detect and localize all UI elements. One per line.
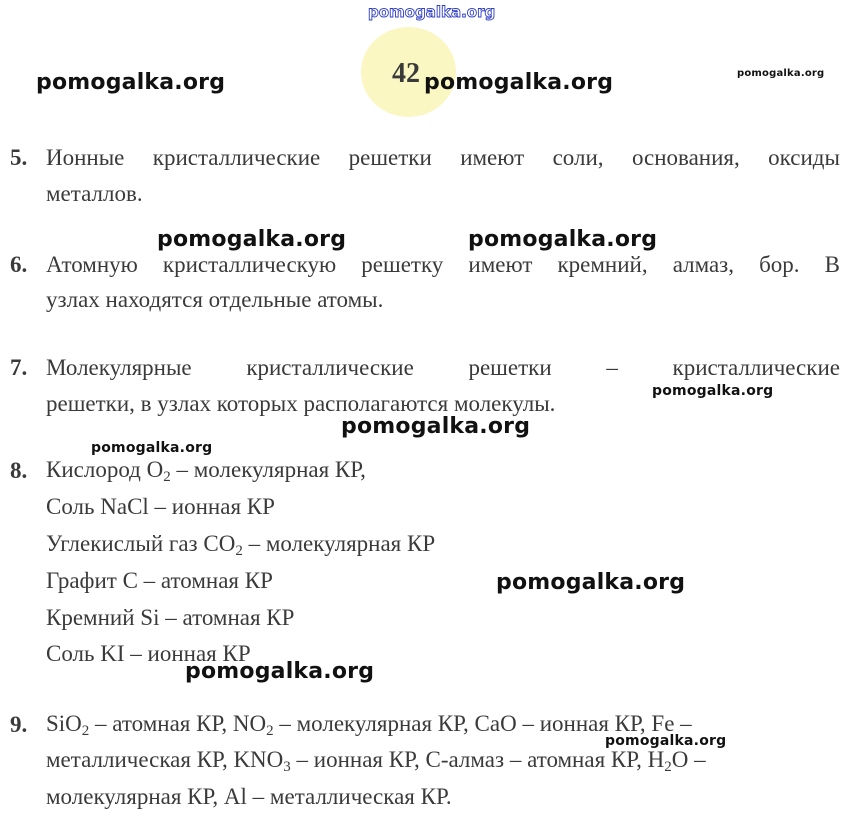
item-8-line-6: Соль KI – ионная КР <box>46 641 251 666</box>
text: – молекулярная КР, CaO – ионная КР, Fe – <box>273 711 692 736</box>
top-watermark: pomogalka.org <box>368 3 496 21</box>
word: алмаз, <box>672 252 735 277</box>
item-number-8: 8. <box>10 458 28 483</box>
item-number-9: 9. <box>10 712 28 737</box>
word: Молекулярные <box>46 355 192 380</box>
item-number-5: 5. <box>10 145 28 170</box>
subscript: 2 <box>235 543 243 559</box>
subscript: 2 <box>266 723 274 739</box>
watermark-mid-left: pomogalka.org <box>157 227 347 252</box>
page-number: 42 <box>392 58 420 89</box>
word: Ионные <box>46 145 125 170</box>
item-6-line-2: узлах находятся отдельные атомы. <box>46 287 384 312</box>
word: В <box>824 252 840 277</box>
item-7-line-2: решетки, в узлах которых располагаются молекулы. <box>46 391 556 416</box>
item-7-line-1 <box>46 350 840 386</box>
item-9-line-3: молекулярная КР, Al – металлическая КР. <box>46 784 452 809</box>
watermark-header-center: pomogalka.org <box>424 70 614 95</box>
word: кристаллическую <box>162 252 337 277</box>
word: кристаллические <box>152 145 321 170</box>
word: имеют <box>460 145 525 170</box>
subscript: 2 <box>81 723 90 739</box>
text: – молекулярная КР <box>242 531 436 556</box>
text: Кислород O <box>46 457 164 482</box>
word: бор. <box>759 252 800 277</box>
watermark-q8-small: pomogalka.org <box>91 440 213 456</box>
word: оксиды <box>768 145 840 170</box>
watermark-q8-right: pomogalka.org <box>496 570 686 595</box>
watermark-q9-small: pomogalka.org <box>605 733 727 749</box>
subscript: 2 <box>664 759 672 775</box>
text: – ионная КР, C-алмаз – атомная КР, H <box>290 747 665 772</box>
word: решетки <box>348 145 432 170</box>
word: решетки <box>468 355 552 380</box>
word: кремний, <box>557 252 648 277</box>
item-number-6: 6. <box>10 252 28 277</box>
subscript: 2 <box>163 469 171 485</box>
item-8-line-2: Соль NaCl – ионная КР <box>46 494 275 519</box>
word: соли, <box>552 145 604 170</box>
item-5-line-1 <box>46 140 840 176</box>
watermark-q7-big: pomogalka.org <box>341 414 531 439</box>
text: SiO <box>46 711 82 736</box>
text: – молекулярная КР, <box>170 457 366 482</box>
item-8-line-5: Кремний Si – атомная КР <box>46 605 295 630</box>
text: – атомная КР, NO <box>89 711 267 736</box>
text: металлическая КР, KNO <box>46 747 284 772</box>
item-6-line-1 <box>46 247 840 283</box>
word: Атомную <box>46 252 138 277</box>
word: кристаллические <box>672 355 840 380</box>
item-number-7: 7. <box>10 355 28 380</box>
item-8-line-4: Графит C – атомная КР <box>46 568 273 593</box>
word: – <box>606 355 618 380</box>
watermark-header-right: pomogalka.org <box>737 68 825 79</box>
watermark-q7-small: pomogalka.org <box>652 383 774 399</box>
watermark-q8-bottom: pomogalka.org <box>185 659 375 684</box>
word: кристаллические <box>246 355 414 380</box>
watermark-header-left: pomogalka.org <box>36 70 226 95</box>
text: Углекислый газ CO <box>46 531 236 556</box>
subscript: 3 <box>283 759 291 775</box>
word: решетку <box>361 252 444 277</box>
item-5-line-2: металлов. <box>46 181 143 206</box>
word: имеют <box>468 252 533 277</box>
watermark-mid-right: pomogalka.org <box>468 227 658 252</box>
text: O – <box>671 747 706 772</box>
word: основания, <box>631 145 740 170</box>
